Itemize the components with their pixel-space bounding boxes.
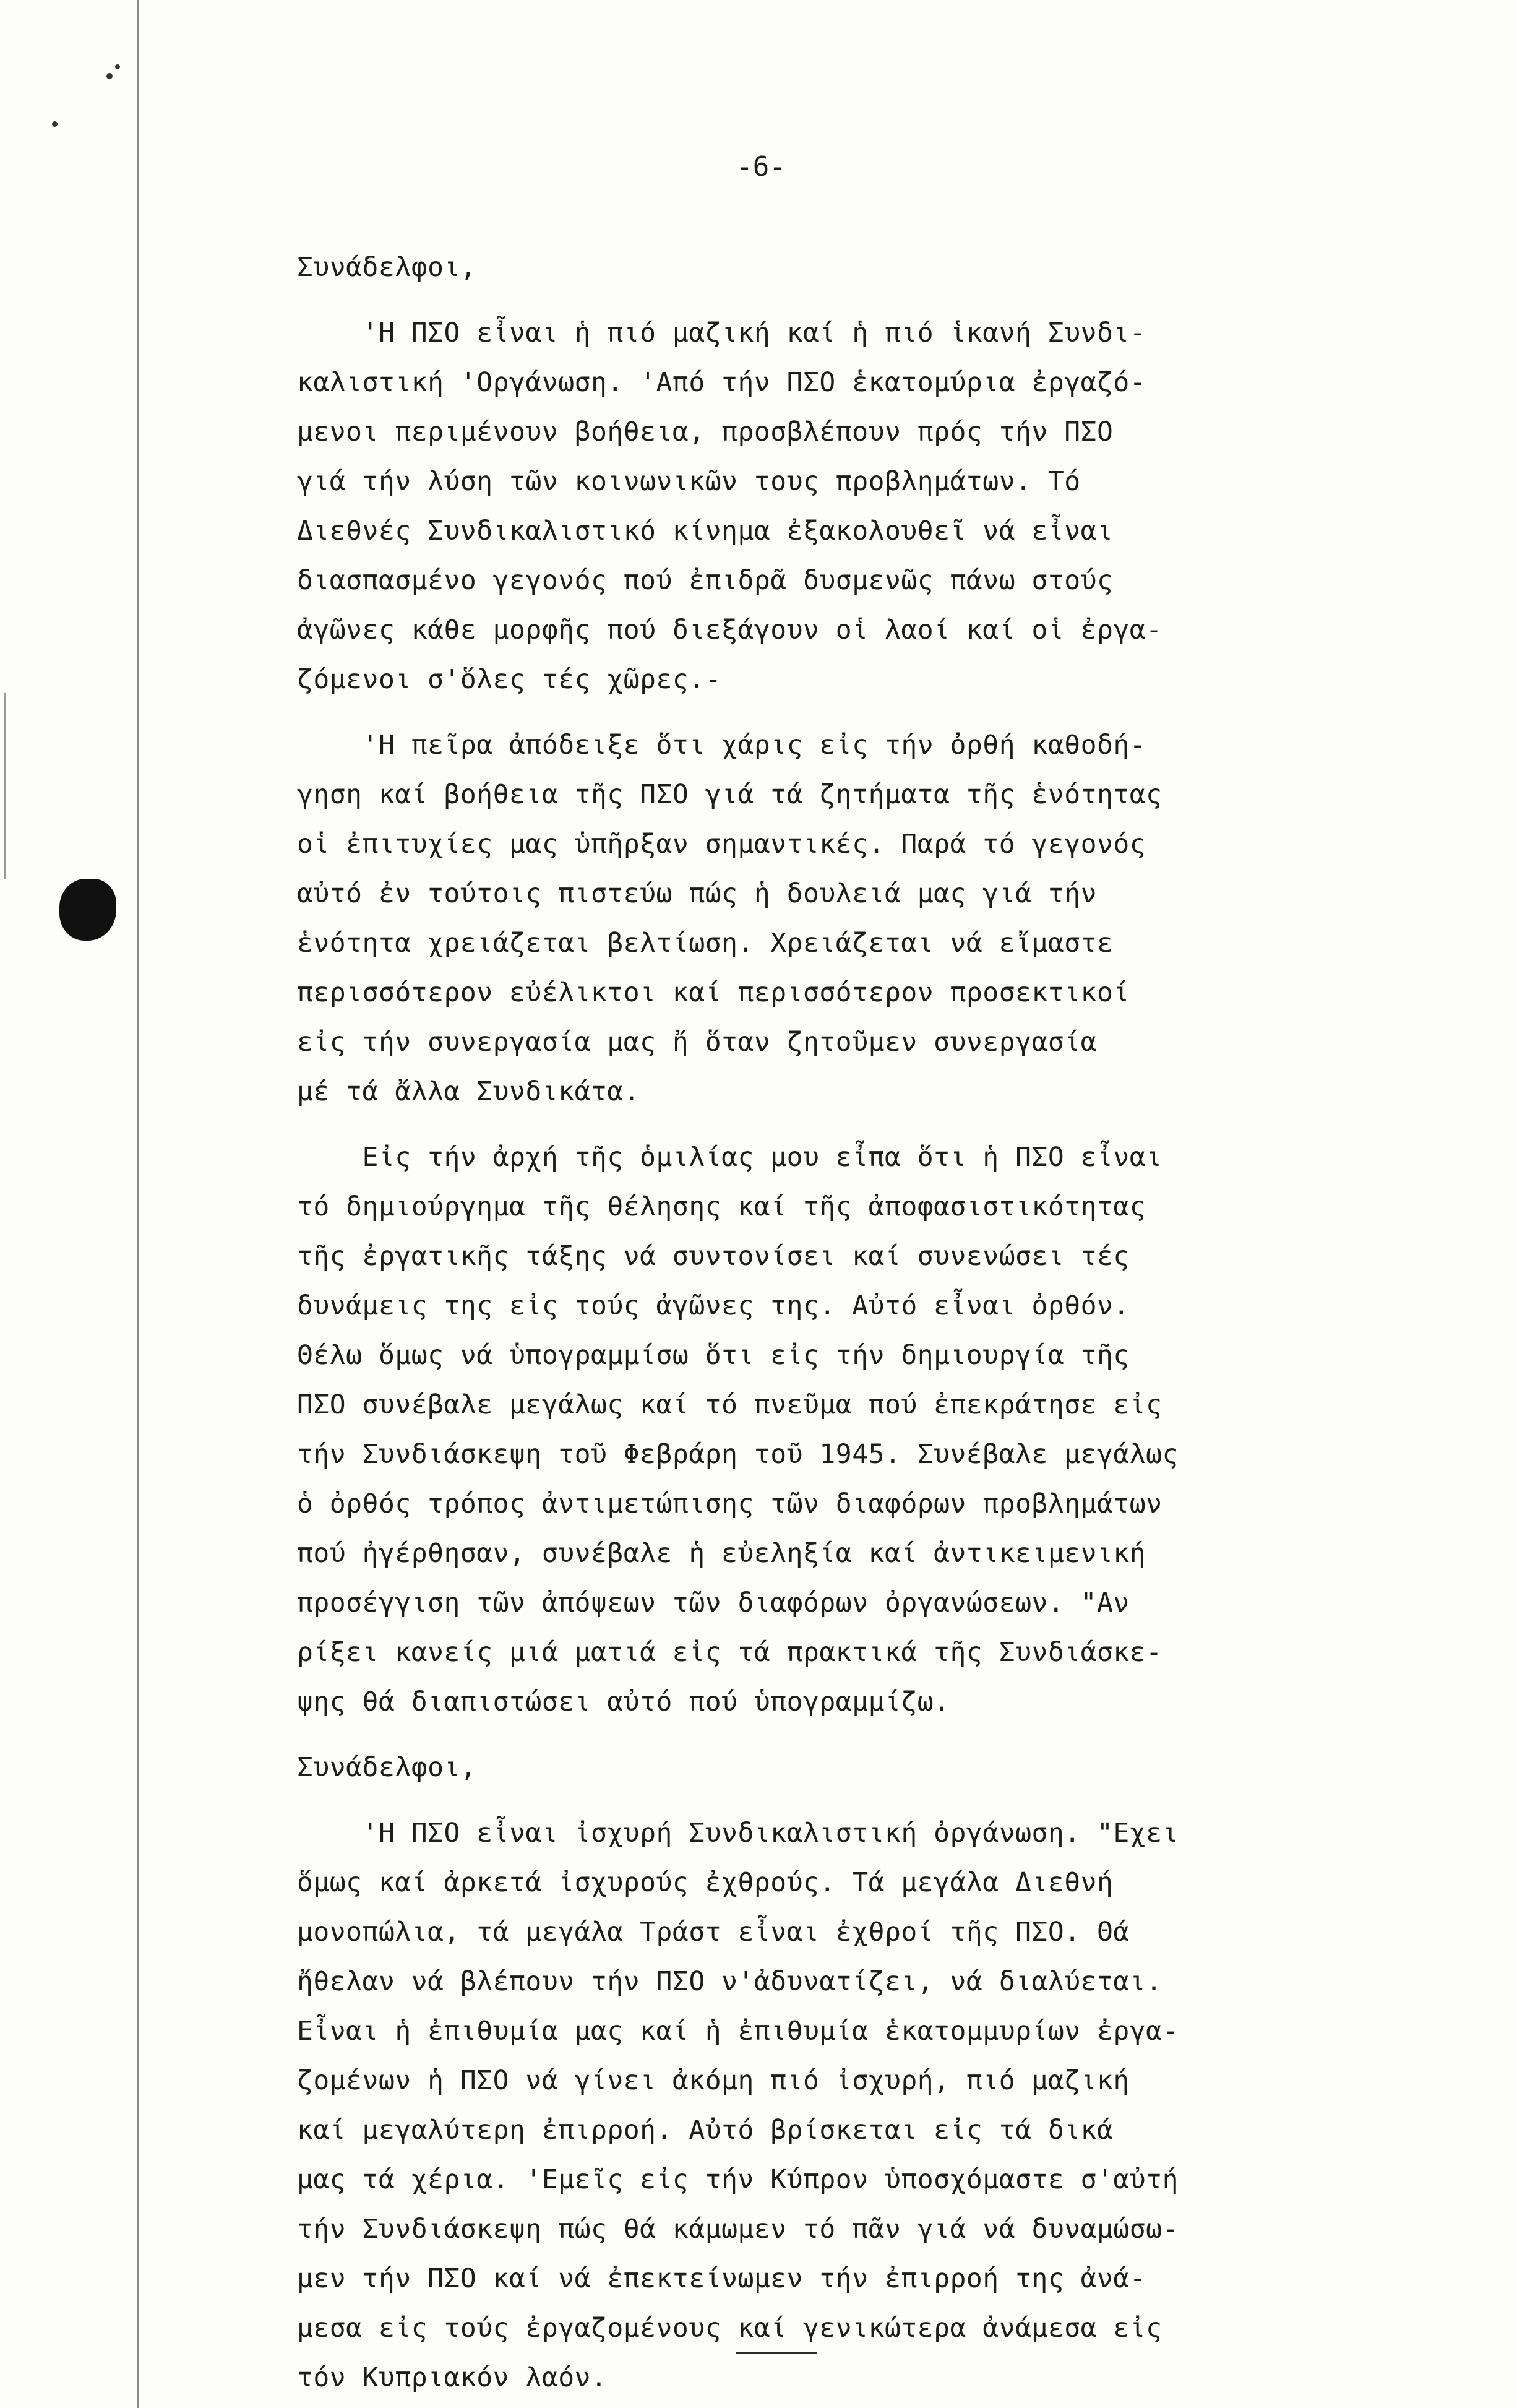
binder-hole-icon [59, 879, 116, 941]
text-line: τήν Συνδιάσκεψη πώς θά κάμωμεν τό πᾶν γιά νά δυναμώσω- [297, 2214, 1179, 2245]
text-line: περισσότερον εὐέλικτοι καί περισσότερον προσεκτικοί [297, 977, 1130, 1008]
text-line: μέ τά ἄλλα Συνδικάτα. [297, 1076, 640, 1107]
text-line: καλιστική 'Οργάνωση. 'Από τήν ΠΣΟ ἑκατομύρια ἐργαζό- [297, 367, 1146, 398]
text-line: δυνάμεις της εἰς τούς ἀγῶνες της. Αὐτό εἶναι ὀρθόν. [297, 1290, 1130, 1321]
text-line: εἰς τήν συνεργασία μας ἤ ὅταν ζητοῦμεν συνεργασία [297, 1027, 1098, 1058]
text-line: ὁ ὀρθός τρόπος ἀντιμετώπισης τῶν διαφόρων προβλημάτων [297, 1488, 1162, 1519]
text-line: 'Η πεῖρα ἀπόδειξε ὅτι χάρις εἰς τήν ὀρθή καθοδή- [297, 730, 1146, 761]
text-line: ΠΣΟ συνέβαλε μεγάλως καί τό πνεῦμα πού ἐπεκράτησε εἰς [297, 1389, 1162, 1420]
text-line: τῆς ἐργατικῆς τάξης νά συντονίσει καί συνενώσει τές [297, 1241, 1130, 1272]
text-line: οἱ ἐπιτυχίες μας ὑπῆρξαν σημαντικές. Παρά τό γεγονός [297, 829, 1146, 860]
text-line: ἀγῶνες κάθε μορφῆς πού διεξάγουν οἱ λαοί καί οἱ ἐργα- [297, 615, 1162, 645]
text-line: Εἰς τήν ἀρχή τῆς ὁμιλίας μου εἶπα ὅτι ἡ ΠΣΟ εἶναι [297, 1142, 1162, 1173]
text-line: τόν Κυπριακόν λαόν. [297, 2362, 608, 2393]
text-line: αὐτό ἐν τούτοις πιστεύω πώς ἡ δουλειά μας γιά τήν [297, 878, 1098, 909]
salutation: Συνάδελφοι, [297, 1752, 477, 1783]
text-line: μενοι περιμένουν βοήθεια, προσβλέπουν πρός τήν ΠΣΟ [297, 416, 1114, 447]
text-line: Διεθνές Συνδικαλιστικό κίνημα ἐξακολουθεῖ νά εἶναι [297, 516, 1114, 546]
text-line: τό δημιούργημα τῆς θέλησης καί τῆς ἀποφασιστικότητας [297, 1191, 1146, 1222]
ink-speck [115, 64, 120, 69]
text-line: Εἶναι ἡ ἐπιθυμία μας καί ἡ ἐπιθυμία ἑκατομμυρίων ἐργα- [297, 2016, 1179, 2047]
text-line: πού ἠγέρθησαν, συνέβαλε ἡ εὐεληξία καί ἀντικειμενική [297, 1538, 1146, 1569]
text-line: μας τά χέρια. 'Εμεῖς εἰς τήν Κύπρον ὑποσχόμαστε σ'αὐτή [297, 2164, 1179, 2195]
text-line: διασπασμένο γεγονός πού ἐπιδρᾶ δυσμενῶς πάνω στούς [297, 565, 1114, 596]
text-line: προσέγγιση τῶν ἀπόψεων τῶν διαφόρων ὀργανώσεων. "Αν [297, 1587, 1130, 1618]
page-edge-mark [4, 693, 6, 879]
text-line: ἑνότητα χρειάζεται βελτίωση. Χρειάζεται νά εἴμαστε [297, 928, 1114, 959]
text-line: καί μεγαλύτερη ἐπιρροή. Αὐτό βρίσκεται εἰς τά δικά [297, 2115, 1114, 2146]
end-rule [736, 2352, 817, 2354]
ink-speck [52, 121, 58, 127]
text-line: ἤθελαν νά βλέπουν τήν ΠΣΟ ν'ἀδυνατίζει, νά διαλύεται. [297, 1966, 1162, 1997]
text-line: Θέλω ὅμως νά ὑπογραμμίσω ὅτι εἰς τήν δημιουργία τῆς [297, 1340, 1130, 1371]
text-line: 'Η ΠΣΟ εἶναι ἰσχυρή Συνδικαλιστική ὀργάνωση. "Εχει [297, 1818, 1179, 1849]
text-line: ρίξει κανείς μιά ματιά εἰς τά πρακτικά τῆς Συνδιάσκε- [297, 1637, 1162, 1668]
text-line: μονοπώλια, τά μεγάλα Τράστ εἶναι ἐχθροί τῆς ΠΣΟ. Θά [297, 1917, 1130, 1948]
ink-speck [106, 73, 113, 79]
text-line: ζόμενοι σ'ὅλες τές χῶρες.- [297, 664, 722, 695]
text-line: γιά τήν λύση τῶν κοινωνικῶν τους προβλημάτων. Τό [297, 466, 1081, 497]
document-body [297, 243, 1386, 2402]
text-line: 'Η ΠΣΟ εἶναι ἡ πιό μαζική καί ἡ πιό ἱκανή Συνδι- [297, 317, 1146, 348]
text-line: ὅμως καί ἀρκετά ἰσχυρούς ἐχθρούς. Τά μεγάλα Διεθνή [297, 1867, 1114, 1898]
text-line: τήν Συνδιάσκεψη τοῦ Φεβράρη τοῦ 1945. Συνέβαλε μεγάλως [297, 1439, 1179, 1470]
text-line: ψης θά διαπιστώσει αὐτό πού ὑπογραμμίζω. [297, 1686, 950, 1717]
text-line: μεσα εἰς τούς ἐργαζομένους καί γενικώτερα ἀνάμεσα εἰς [297, 2313, 1162, 2344]
text-line: γηση καί βοήθεια τῆς ΠΣΟ γιά τά ζητήματα τῆς ἑνότητας [297, 779, 1162, 810]
text-line: μεν τήν ΠΣΟ καί νά ἐπεκτείνωμεν τήν ἐπιρροή της ἀνά- [297, 2263, 1146, 2294]
left-margin-rule [137, 0, 139, 2408]
salutation: Συνάδελφοι, [297, 252, 477, 283]
text-line: ζομένων ἡ ΠΣΟ νά γίνει ἀκόμη πιό ἰσχυρή, πιό μαζική [297, 2065, 1130, 2096]
page-number: -6- [736, 151, 786, 183]
